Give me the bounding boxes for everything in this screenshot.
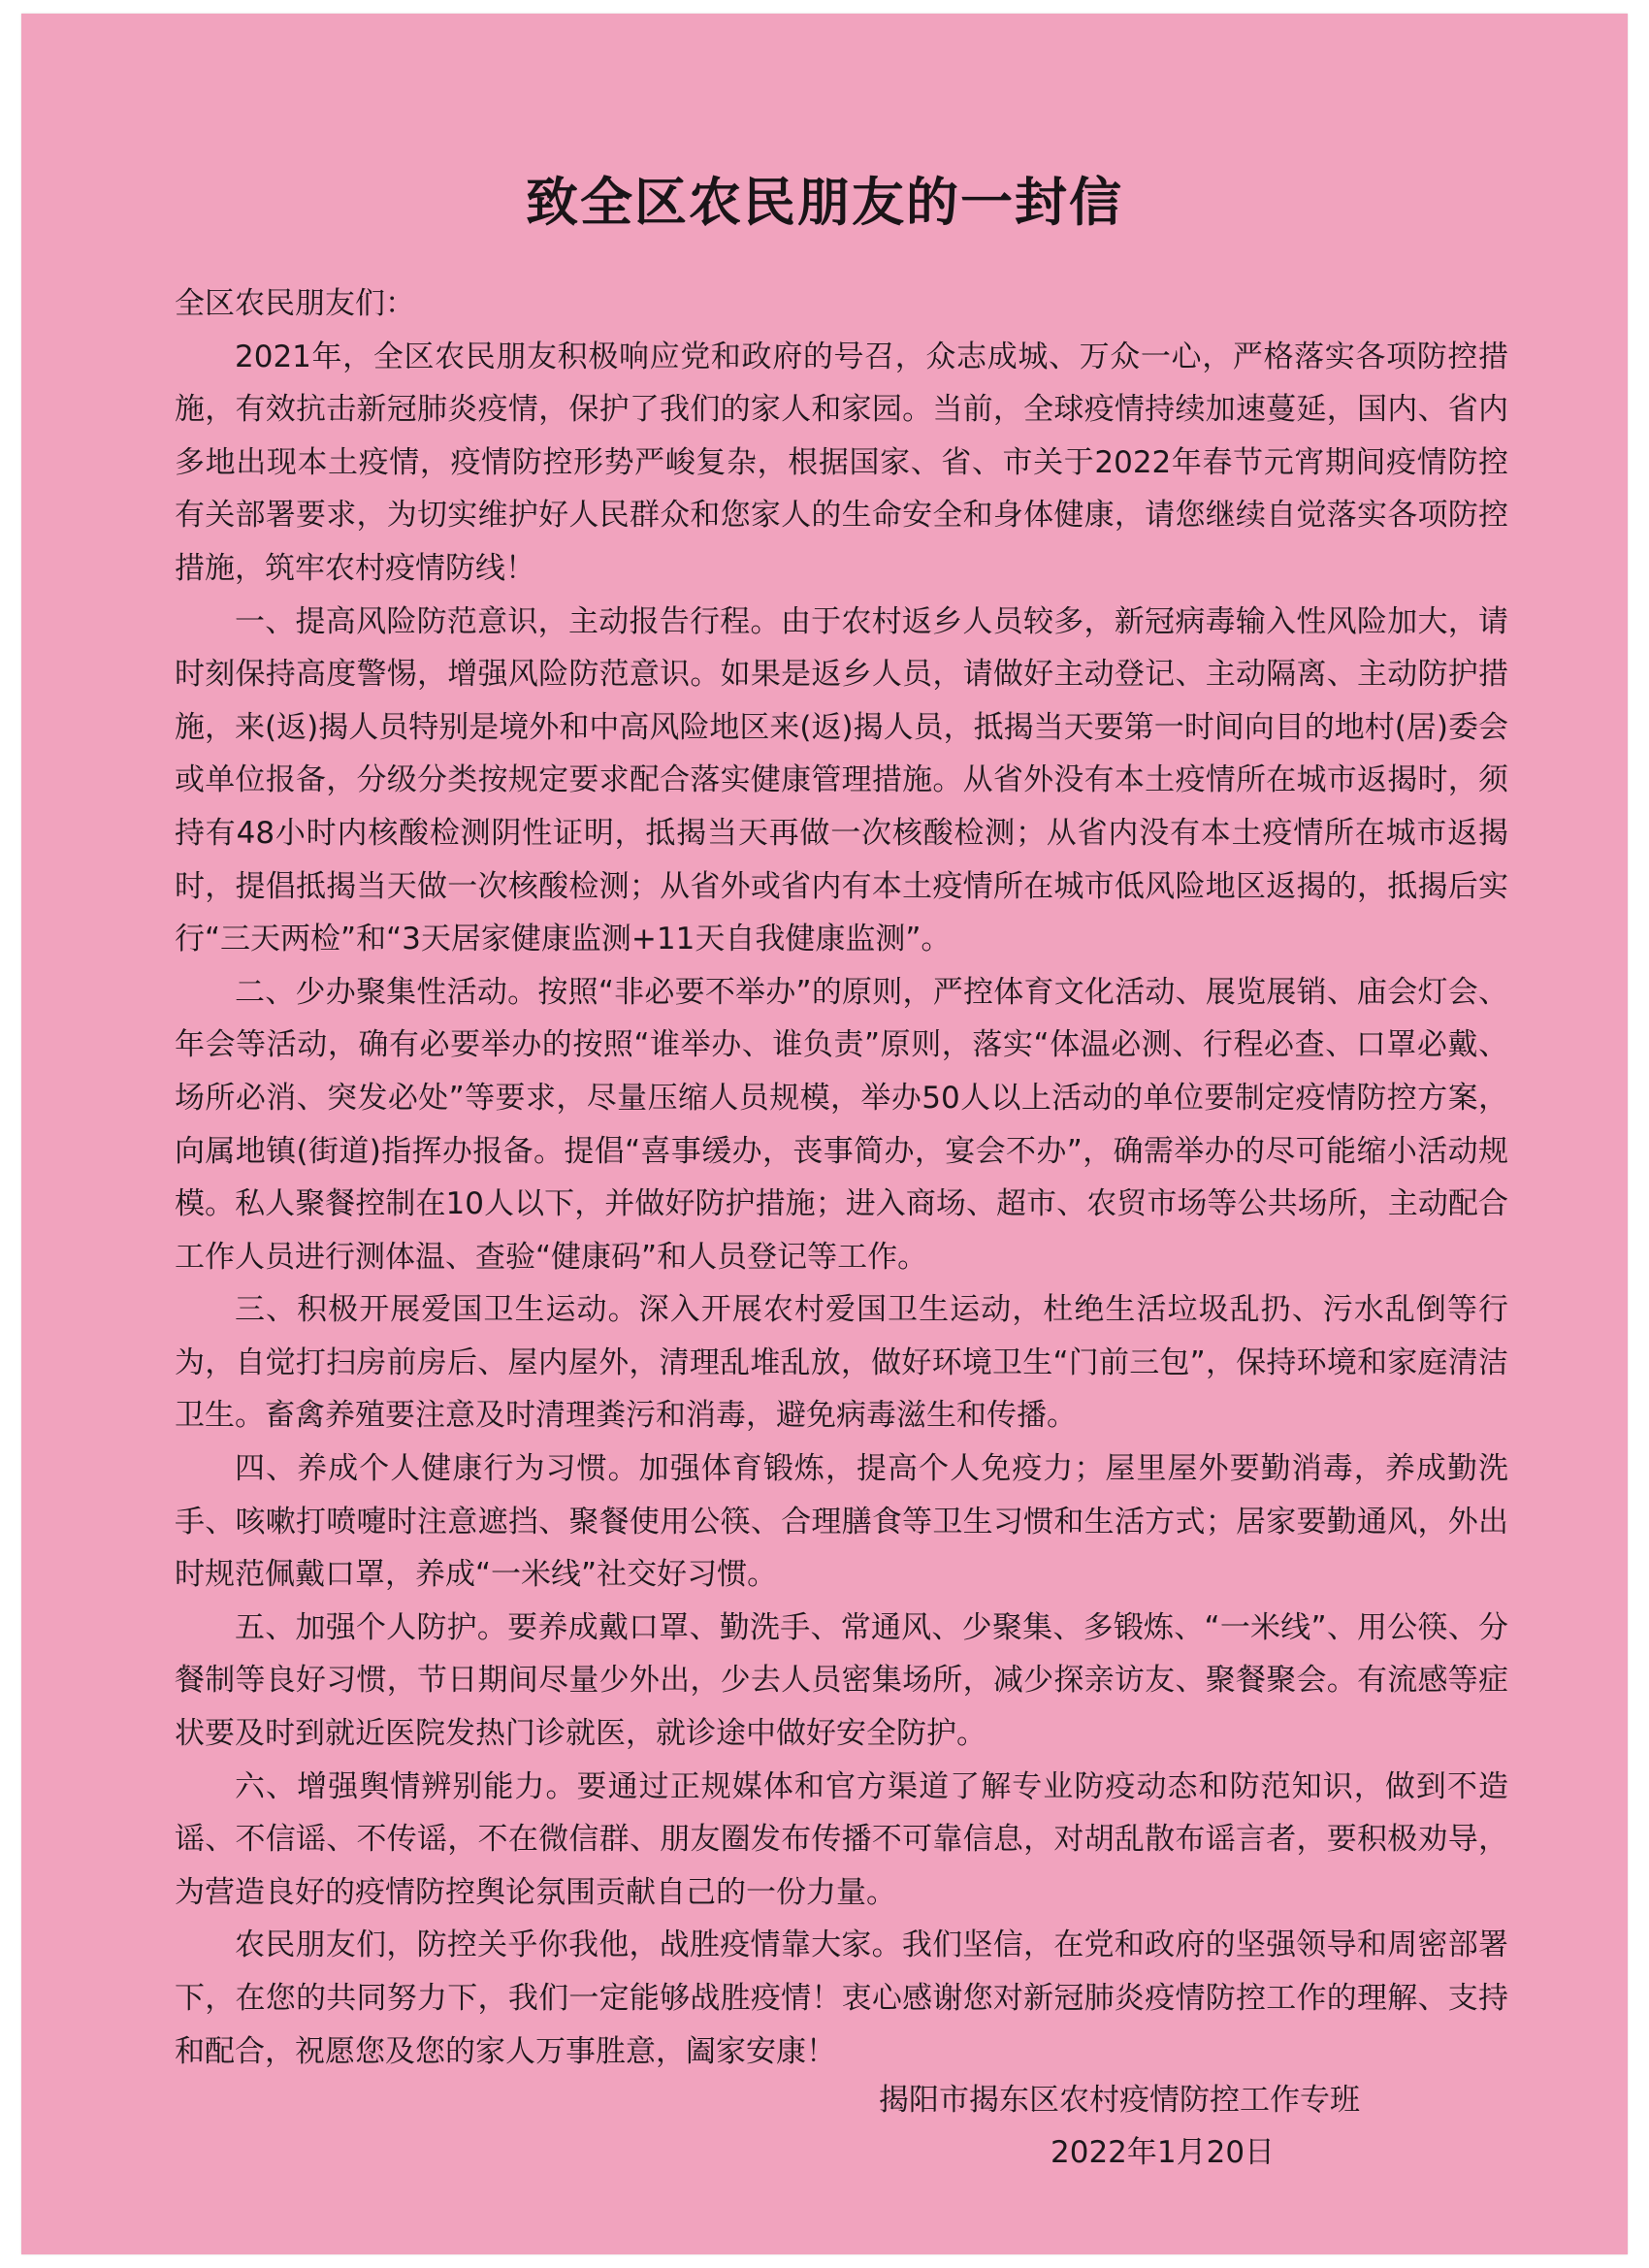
paragraph-gatherings: 二、少办聚集性活动。按照“非必要不举办”的原则，严控体育文化活动、展览展销、庙会灯会、年会等活动，确有必要举办的按照“谁举办、谁负责”原则，落实“体温必测、行程必查、口罩必戴、场所必消、突发必处”等要求，尽量压缩人员规模，举办50人以上活动的单位要制定疫情防控方案，向属地镇(街道)指挥办报备。提倡“喜事缓办，丧事简办，宴会不办”，确需举办的尽可能缩小活动规模。私人聚餐控制在10人以下，并做好防护措施；进入商场、超市、农贸市场等公共场所，主动配合工作人员进行测体温、查验“健康码”和人员登记等工作。 bbox=[175, 974, 1508, 1275]
salutation: 全区农民朋友们： bbox=[175, 286, 415, 321]
letter-sheet bbox=[21, 14, 1628, 2254]
paragraph-intro: 2021年，全区农民朋友积极响应党和政府的号召，众志成城、万众一心，严格落实各项防控措施，有效抗击新冠肺炎疫情，保护了我们的家人和家园。当前，全球疫情持续加速蔓延，国内、省内多地出现本土疫情，疫情防控形势严峻复杂，根据国家、省、市关于2022年春节元宵期间疫情防控有关部署要求，为切实维护好人民群众和您家人的生命安全和身体健康，请您继续自觉落实各项防控措施，筑牢农村疫情防线！ bbox=[175, 339, 1508, 586]
signature-date: 2022年1月20日 bbox=[1051, 2135, 1276, 2170]
signature-organization: 揭阳市揭东区农村疫情防控工作专班 bbox=[879, 2083, 1360, 2118]
paragraph-closing: 农民朋友们，防控关乎你我他，战胜疫情靠大家。我们坚信，在党和政府的坚强领导和周密部署下，在您的共同努力下，我们一定能够战胜疫情！衷心感谢您对新冠肺炎疫情防控工作的理解、支持和配合，祝愿您及您的家人万事胜意，阖家安康！ bbox=[175, 1928, 1508, 2069]
letter-body bbox=[175, 277, 1508, 2078]
paragraph-personal-protection: 五、加强个人防护。要养成戴口罩、勤洗手、常通风、少聚集、多锻炼、“一米线”、用公筷、分餐制等良好习惯，节日期间尽量少外出，少去人员密集场所，减少探亲访友、聚餐聚会。有流感等症状要及时到就近医院发热门诊就医，就诊途中做好安全防护。 bbox=[175, 1609, 1508, 1752]
paragraph-risk-awareness: 一、提高风险防范意识，主动报告行程。由于农村返乡人员较多，新冠病毒输入性风险加大，请时刻保持高度警惕，增强风险防范意识。如果是返乡人员，请做好主动登记、主动隔离、主动防护措施，来(返)揭人员特别是境外和中高风险地区来(返)揭人员，抵揭当天要第一时间向目的地村(居)委会或单位报备，分级分类按规定要求配合落实健康管理措施。从省外没有本土疫情所在城市返揭时，须持有48小时内核酸检测阴性证明，抵揭当天再做一次核酸检测；从省内没有本土疫情所在城市返揭时，提倡抵揭当天做一次核酸检测；从省外或省内有本土疫情所在城市低风险地区返揭的，抵揭后实行“三天两检”和“3天居家健康监测+11天自我健康监测”。 bbox=[175, 603, 1508, 957]
paragraph-health-habits: 四、养成个人健康行为习惯。加强体育锻炼，提高个人免疫力；屋里屋外要勤消毒，养成勤洗手、咳嗽打喷嚏时注意遮挡、聚餐使用公筷、合理膳食等卫生习惯和生活方式；居家要勤通风，外出时规范佩戴口罩，养成“一米线”社交好习惯。 bbox=[175, 1451, 1508, 1593]
paragraph-hygiene-campaign: 三、积极开展爱国卫生运动。深入开展农村爱国卫生运动，杜绝生活垃圾乱扔、污水乱倒等行为，自觉打扫房前房后、屋内屋外，清理乱堆乱放，做好环境卫生“门前三包”，保持环境和家庭清洁卫生。畜禽养殖要注意及时清理粪污和消毒，避免病毒滋生和传播。 bbox=[175, 1292, 1508, 1434]
paragraph-rumor-awareness: 六、增强舆情辨别能力。要通过正规媒体和官方渠道了解专业防疫动态和防范知识，做到不造谣、不信谣、不传谣，不在微信群、朋友圈发布传播不可靠信息，对胡乱散布谣言者，要积极劝导，为营造良好的疫情防控舆论氛围贡献自己的一份力量。 bbox=[175, 1768, 1508, 1910]
letter-title: 致全区农民朋友的一封信 bbox=[526, 171, 1123, 233]
